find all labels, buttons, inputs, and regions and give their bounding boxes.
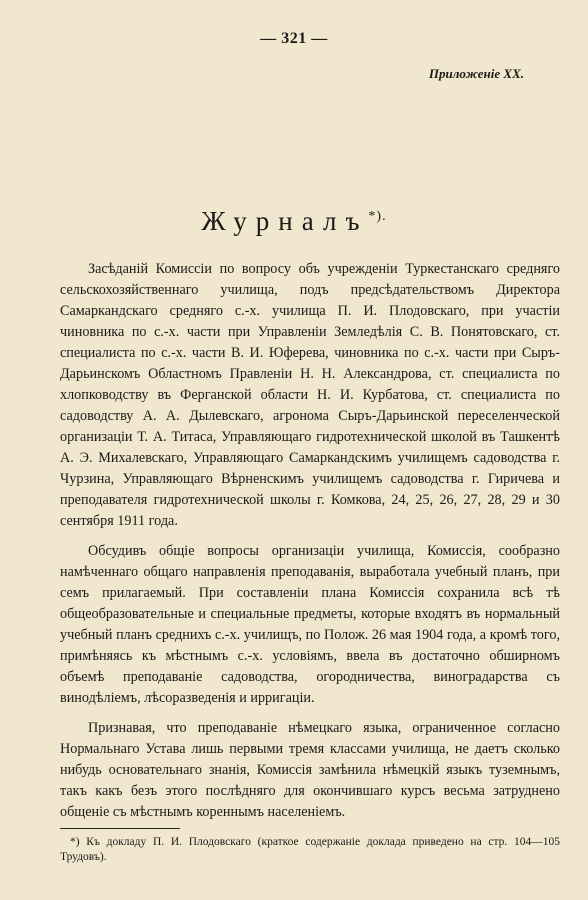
paragraph-2: Обсудивъ общіе вопросы организаціи училища, Комиссія, сообразно намѣченнаго общаго направленія преподаванія, выработала учебный планъ, при семъ прилагаемый. При составленіи плана Комиссія сохранила всѣ тѣ общеобразовательные и специальные предметы, которые входятъ въ нормальный учебный планъ среднихъ с.-х. училищъ, по Полож. 26 мая 1904 года, а кромѣ того, примѣняясь къ мѣстнымъ с.-х. условіямъ, ввела въ достаточно обширномъ объемѣ преподаваніе садоводства, огородничества, виноградарства съ винодѣліемъ, лѣсоразведенія и ирригаціи. xyxy=(60,543,560,706)
page-number: — 321 — xyxy=(260,30,328,47)
body-text xyxy=(60,259,560,832)
footnote: *) Къ докладу П. И. Плодовскаго (краткое содержаніе доклада приведено на стр. 104—105 Трудовъ). xyxy=(60,836,560,863)
paragraph-1: Засѣданій Комиссіи по вопросу объ учрежденіи Туркестанскаго средняго сельскохозяйственнаго училища, подъ предсѣдательствомъ Директора Самаркандскаго средняго с.-х. училища П. И. Плодовскаго, при участіи чиновника по с.-х. части при Управленіи Земледѣлія С. В. Понятовскаго, ст. специалиста по с.-х. части В. И. Юферева, чиновника по с.-х. части при Сыръ-Дарьинскомъ Областномъ Правленіи Н. Н. Александрова, ст. специалиста по хлопководству въ Ферганской области Н. И. Курбатова, ст. специалиста по садоводству А. А. Дылевскаго, агронома Сыръ-Дарьинской переселенческой организаціи Т. А. Титаса, Управляющаго гидротехнической школой въ Ташкентѣ А. Э. Михалевскаго, Управляющаго Самаркандскимъ училищемъ садоводства г. Чурзина, Управляющаго Вѣрненскимъ училищемъ садоводства г. Гиричева и преподавателя гидротехнической школы г. Комкова, 24, 25, 26, 27, 28, 29 и 30 сентября 1911 года. xyxy=(60,261,560,529)
title-footnote-mark: *). xyxy=(368,209,387,224)
document-title xyxy=(0,206,588,237)
title-text: Журналъ xyxy=(201,206,369,236)
footnote-divider xyxy=(60,828,180,829)
paragraph-3: Признавая, что преподаваніе нѣмецкаго языка, ограниченное согласно Нормальнаго Устава лишь первыми тремя классами училища, не даетъ сколько нибудь основательнаго знанія, Комиссія замѣнила нѣмецкій языкъ туземнымъ, такъ какъ безъ этого послѣдняго для окончившаго курсъ весьма затруднено общеніе съ мѣстнымъ кореннымъ населеніемъ. xyxy=(60,720,560,820)
appendix-label: Приложеніе XX. xyxy=(428,66,524,81)
